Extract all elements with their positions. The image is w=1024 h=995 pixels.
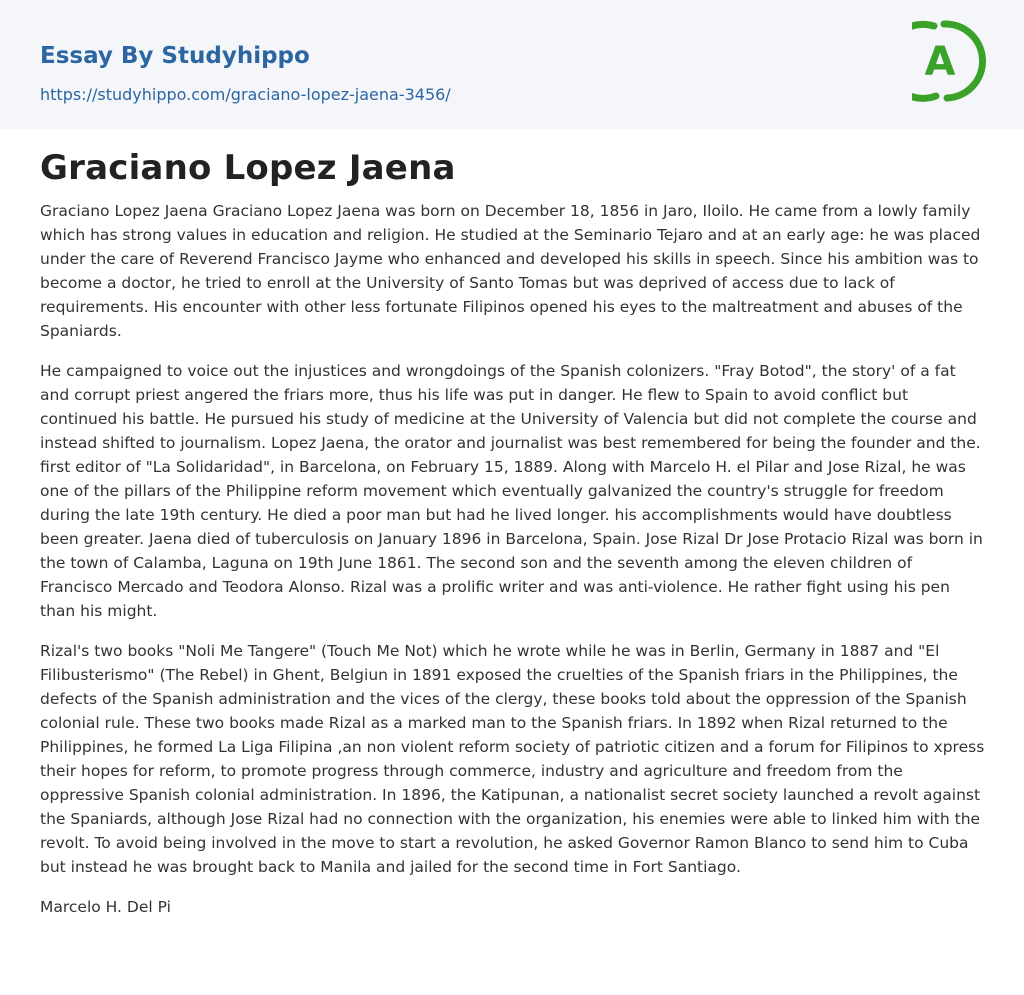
essay-url-link[interactable]: https://studyhippo.com/graciano-lopez-jaena-3456/	[40, 85, 451, 104]
grade-a-circle-icon[interactable]	[912, 19, 986, 105]
article-paragraph-3: Rizal's two books "Noli Me Tangere" (Touch Me Not) which he wrote while he was in Berlin, Germany in 1887 and "El Filibusterismo" (The Rebel) in Ghent, Belgiun in 1891 exposed the cruelties of the Spanish friars in the Philippines, the defects of the Spanish administration and the vices of the clergy, these books told about the oppression of the Spanish colonial rule. These two books made Rizal as a marked man to the Spanish friars. In 1892 when Rizal returned to the Philippines, he formed La Liga Filipina ,an non violent reform society of patriotic citizen and a forum for Filipinos to xpress their hopes for reform, to promote progress through commerce, industry and agriculture and freedom from the oppressive Spanish colonial administration. In 1896, the Katipunan, a nationalist secret society launched a revolt against the Spaniards, although Jose Rizal had no connection with the organization, his enemies were able to linked him with the revolt. To avoid being involved in the move to start a revolution, he asked Governor Ramon Blanco to send him to Cuba but instead he was brought back to Manila and jailed for the second time in Fort Santiago.	[40, 642, 985, 876]
site-brand[interactable]: Essay By Studyhippo	[40, 43, 310, 69]
site-header	[0, 0, 1024, 129]
logo-letter: A	[924, 39, 956, 85]
article	[40, 145, 986, 935]
article-title: Graciano Lopez Jaena	[40, 148, 456, 188]
article-paragraph-4: Marcelo H. Del Pi	[40, 898, 171, 916]
logo-svg	[912, 19, 986, 105]
article-paragraph-2: He campaigned to voice out the injustices and wrongdoings of the Spanish colonizers. "Fray Botod", the story' of a fat and corrupt priest angered the friars more, thus his life was put in danger. He flew to Spain to avoid conflict but continued his battle. He pursued his study of medicine at the University of Valencia but did not complete the course and instead shifted to journalism. Lopez Jaena, the orator and journalist was best remembered for being the founder and the. first editor of "La Solidaridad", in Barcelona, on February 15, 1889. Along with Marcelo H. el Pilar and Jose Rizal, he was one of the pillars of the Philippine reform movement which eventually galvanized the country's struggle for freedom during the late 19th century. He died a poor man but had he lived longer. his accomplishments would have doubtless been greater. Jaena died of tuberculosis on January 1896 in Barcelona, Spain. Jose Rizal Dr Jose Protacio Rizal was born in the town of Calamba, Laguna on 19th June 1861. The second son and the seventh among the eleven children of Francisco Mercado and Teodora Alonso. Rizal was a prolific writer and was anti-violence. He rather fight using his pen than his might.	[40, 362, 983, 620]
article-paragraph-1: Graciano Lopez Jaena Graciano Lopez Jaena was born on December 18, 1856 in Jaro, Iloilo. He came from a lowly family which has strong values in education and religion. He studied at the Seminario Tejaro and at an early age: he was placed under the care of Reverend Francisco Jayme who enhanced and developed his skills in speech. Since his ambition was to become a doctor, he tried to enroll at the University of Santo Tomas but was deprived of access due to lack of requirements. His encounter with other less fortunate Filipinos opened his eyes to the maltreatment and abuses of the Spaniards.	[40, 202, 981, 340]
